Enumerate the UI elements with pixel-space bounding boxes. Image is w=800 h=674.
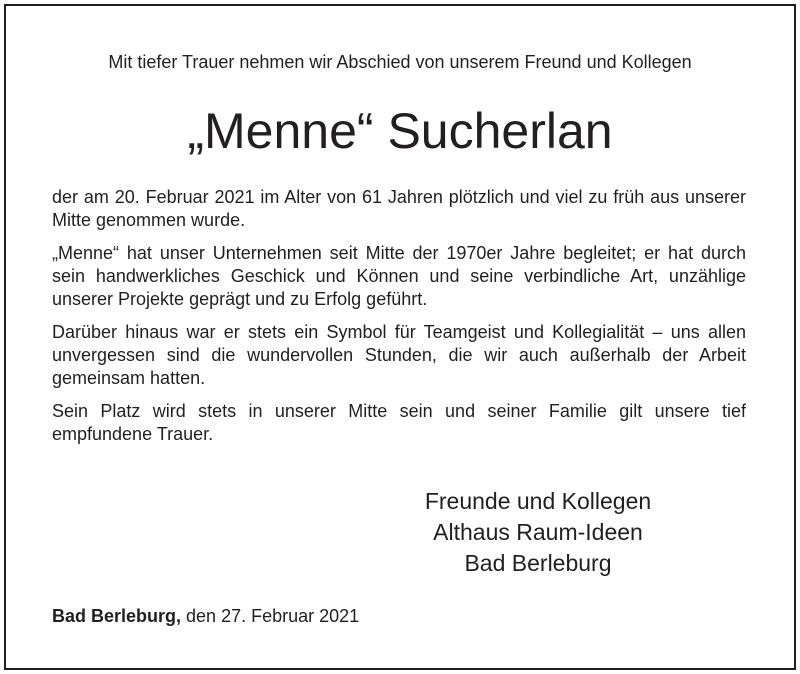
signers-block bbox=[388, 486, 688, 579]
place-text: Bad Berleburg, bbox=[52, 606, 182, 626]
place-and-date bbox=[52, 604, 359, 628]
paragraph-condolence: Sein Platz wird stets in unserer Mitte sein und seiner Familie gilt unsere tief empfundene Trauer. bbox=[52, 401, 746, 444]
date-text: den 27. Februar 2021 bbox=[181, 606, 360, 626]
paragraph-teamspirit: Darüber hinaus war er stets ein Symbol für Teamgeist und Kollegialität – uns allen unvergessen sind die wundervollen Stunden, die wir auch außerhalb der Arbeit gemeinsam hatten. bbox=[52, 322, 746, 388]
signer-line: Althaus Raum-Ideen bbox=[433, 519, 643, 545]
paragraph-career: „Menne“ hat unser Unternehmen seit Mitte der 1970er Jahre begleitet; er hat durch sein handwerkliches Geschick und Können und seine verbindliche Art, unzählige unserer Projekte geprägt und zu Erfolg geführt. bbox=[52, 243, 746, 309]
intro-text: Mit tiefer Trauer nehmen wir Abschied von unserem Freund und Kollegen bbox=[108, 52, 692, 72]
notice-body bbox=[52, 186, 746, 456]
paragraph-death-date: der am 20. Februar 2021 im Alter von 61 Jahren plötzlich und viel zu früh aus unserer Mitte genommen wurde. bbox=[52, 187, 746, 230]
signer-line: Freunde und Kollegen bbox=[424, 488, 652, 514]
deceased-name: „Menne“ Sucherlan bbox=[187, 103, 613, 159]
signer-line: Bad Berleburg bbox=[464, 550, 612, 576]
